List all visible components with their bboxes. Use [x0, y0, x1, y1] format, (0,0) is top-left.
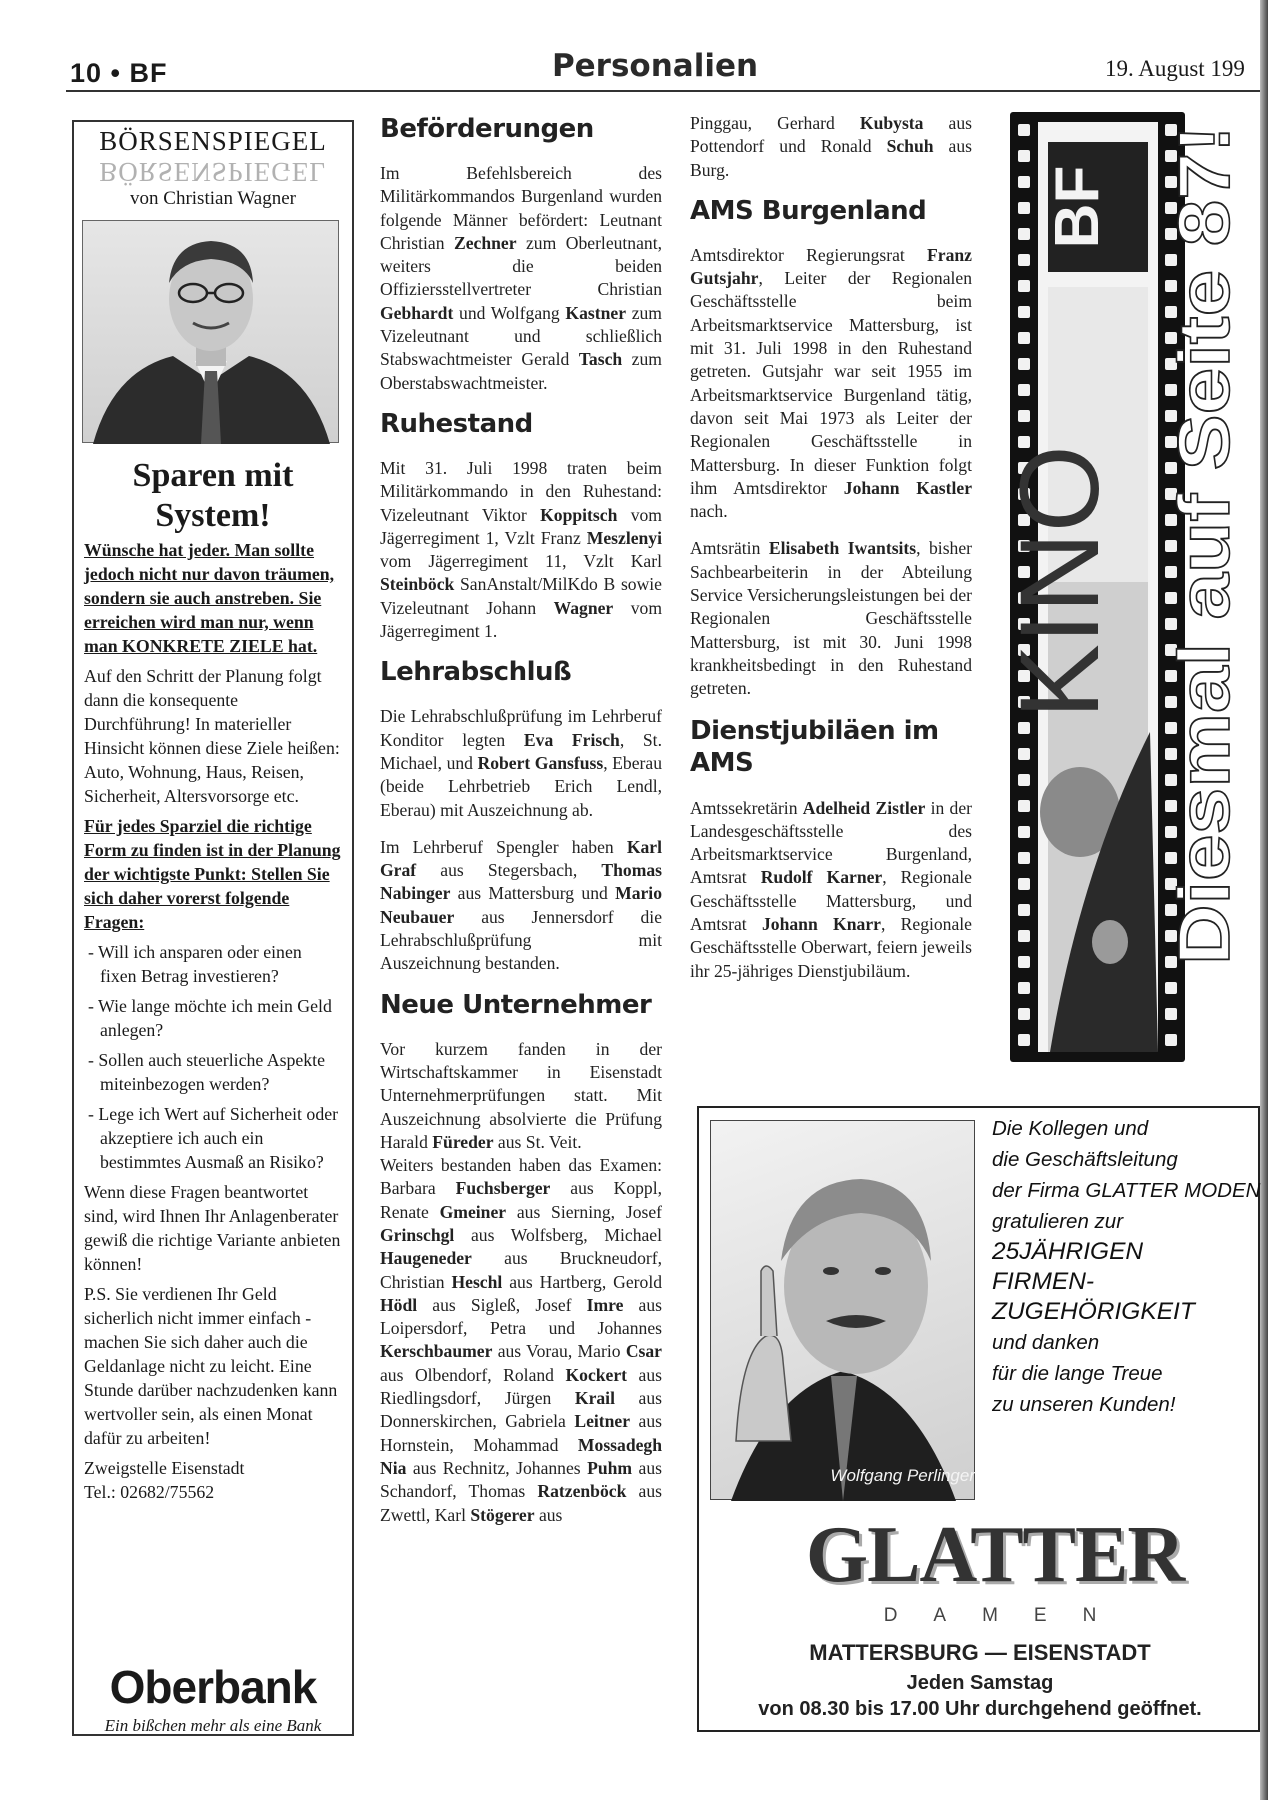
film-sprocket-hole	[1018, 852, 1030, 864]
boersenspiegel-author: von Christian Wagner	[130, 188, 296, 209]
article-paragraph: Mit 31. Juli 1998 traten beim Militärkommando in den Ruhestand: Vizeleutnant Viktor Koppitsch vom Jägerregiment 1, Vzlt Franz Meszlenyi vom Jägerregiment 11, Vzlt Karl Steinböck SanAnstalt/MilKdo B sowie Vizeleutnant Johann Wagner vom Jägerregiment 1.	[380, 457, 663, 642]
article-paragraph: Amtsrätin Elisabeth Iwantsits, bisher Sachbearbeiterin in der Abteilung Service Versicherungsleistungen bei der Regionalen Geschäftsstelle Mattersburg, ist mit 30. Juni 1998 krankheitsbedingt in den Ruhestand getreten.	[690, 538, 973, 699]
branch-name: Zweigstelle Eisenstadt	[84, 1458, 245, 1478]
boersenspiegel-postscript: P.S. Sie verdienen Ihr Geld sicherlich nicht immer einfach - machen Sie sich daher auch die Geldanlage nicht zu leicht. Eine Stunde darüber nachzudenken kann wertvoller sein, als einen Monat dafür zu arbeiten!	[84, 1284, 338, 1448]
kino-logo: BF	[1043, 165, 1112, 249]
employee-photo-caption: Wolfgang Perlinger	[830, 1466, 975, 1485]
boersenspiegel-paragraph: Auf den Schritt der Planung folgt dann die konsequente Durchführung! In materieller Hinsicht können diese Ziele heißen: Auto, Wohnung, Haus, Reisen, Sicherheit, Altersvorsorge etc.	[84, 666, 340, 806]
heading-ruhestand: Ruhestand	[380, 408, 533, 439]
film-sprocket-hole	[1018, 202, 1030, 214]
opening-day: Jeden Samstag	[906, 1672, 1054, 1694]
heading-dienstjubilaeen: Dienstjubiläen im AMS	[690, 715, 939, 778]
article-paragraph: Im Lehrberuf Spengler haben Karl Graf aus Stegersbach, Thomas Nabinger aus Mattersburg und Mario Neubauer aus Jennersdorf die Lehrabschlußprüfung mit Auszeichnung bestanden.	[380, 836, 662, 974]
glatter-logo: GLATTER	[805, 1511, 1185, 1599]
film-sprocket-hole	[1018, 956, 1030, 968]
film-sprocket-hole	[1018, 306, 1030, 318]
article-paragraph: Vor kurzem fanden in der Wirtschaftskammer in Eisenstadt Unternehmerprüfungen statt. Mit Auszeichnung absolvierte die Prüfung Harald Füreder aus St. Veit.	[380, 1038, 662, 1152]
film-sprocket-hole	[1018, 280, 1030, 292]
employee-illustration	[711, 1121, 976, 1501]
film-sprocket-hole	[1018, 748, 1030, 760]
greeting-line: und danken	[992, 1331, 1100, 1354]
section-title: Personalien	[551, 48, 759, 84]
greeting-highlight: FIRMEN-	[992, 1268, 1095, 1295]
film-sprocket-hole	[1018, 930, 1030, 942]
page-number: 10 • BF	[70, 58, 168, 88]
film-sprocket-hole	[1018, 176, 1030, 188]
article-paragraph: Amtsdirektor Regierungsrat Franz Gutsjahr, Leiter der Regionalen Geschäftsstelle beim Arbeitsmarktservice Mattersburg, ist mit 31. Juli 1998 in den Ruhestand getreten. Gutsjahr war seit 1955 im Arbeitsmarktservice Burgenland tätig, davon seit Mai 1973 als Leiter der Regionalen Geschäftsstelle in Mattersburg. In dieser Funktion folgt ihm Amtsdirektor Johann Kastler nach.	[690, 244, 972, 522]
film-sprocket-hole	[1018, 124, 1030, 136]
heading-neue-unternehmer: Neue Unternehmer	[380, 989, 652, 1020]
film-sprocket-hole	[1165, 982, 1177, 994]
film-sprocket-hole	[1018, 228, 1030, 240]
film-sprocket-hole	[1165, 1008, 1177, 1020]
kino-film-strip-ad	[997, 112, 1185, 1062]
boersenspiegel-intro: Wünsche hat jeder. Man sollte jedoch nicht nur davon träumen, sondern sie auch anstreben. Sie erreichen wird man nur, wenn man KONKRETE ZIELE hat.	[84, 540, 335, 656]
portrait-illustration	[83, 221, 340, 444]
greeting-highlight: 25JÄHRIGEN	[992, 1238, 1144, 1265]
greeting-line: zu unseren Kunden!	[992, 1393, 1176, 1416]
boersenspiegel-body	[84, 538, 342, 1504]
store-locations: MATTERSBURG — EISENSTADT	[809, 1640, 1151, 1665]
question-item: - Lege ich Wert auf Sicherheit oder akzeptiere ich auch ein bestimmtes Ausmaß an Risiko?	[88, 1104, 339, 1172]
greeting-line: Die Kollegen und	[992, 1117, 1149, 1140]
film-sprocket-hole	[1018, 1034, 1030, 1046]
film-sprocket-hole	[1018, 384, 1030, 396]
boersenspiegel-title-reflection: BÖRSENSPIEGEL	[99, 157, 327, 187]
question-item: - Wie lange möchte ich mein Geld anlegen?	[88, 996, 332, 1040]
article-column-middle	[380, 114, 662, 1541]
headline-line-2: System!	[155, 497, 271, 534]
boersenspiegel-emphasis: Für jedes Sparziel die richtige Form zu finden ist in der Planung der wichtigste Punkt: Stellen Sie sich daher vorerst folgende Fragen:	[84, 816, 341, 932]
article-paragraph: Im Befehlsbereich des Militärkommandos Burgenland wurden folgende Männer befördert: Leutnant Christian Zechner zum Oberleutnant, weiters die beiden Offiziersstellvertreter Christian Gebhardt und Wolfgang Kastner zum Vizeleutnant und schließlich Stabswachtmeister Gerald Tasch zum Oberstabswachtmeister.	[380, 163, 662, 393]
film-sprocket-hole	[1018, 826, 1030, 838]
glatter-subbrand: DAMEN	[883, 1605, 1133, 1626]
branch-phone: Tel.: 02682/75562	[84, 1482, 215, 1502]
issue-date: 19. August 199	[1105, 56, 1245, 81]
film-sprocket-hole	[1018, 904, 1030, 916]
article-column-right	[690, 112, 972, 997]
article-paragraph: Amtssekretärin Adelheid Zistler in der Landesgeschäftsstelle des Arbeitsmarktservice Burgenland, Amtsrat Rudolf Karner, Regionale Geschäftsstelle Mattersburg, und Amtsrat Johann Knarr, Regionale Geschäftsstelle Oberwart, feiern jeweils ihr 25-jähriges Dienstjubiläum.	[690, 797, 973, 981]
greeting-line: gratulieren zur	[992, 1210, 1124, 1233]
heading-lehrabschluss: Lehrabschluß	[380, 657, 572, 688]
film-sprocket-hole	[1018, 800, 1030, 812]
greeting-line: für die lange Treue	[992, 1362, 1163, 1385]
film-sprocket-hole	[1018, 878, 1030, 890]
kino-side-text-frame	[1165, 120, 1260, 970]
film-sprocket-hole	[1018, 358, 1030, 370]
page-gutter-shadow	[1260, 0, 1268, 1800]
heading-befoerderungen: Beförderungen	[380, 114, 594, 144]
film-sprocket-hole	[1018, 410, 1030, 422]
greeting-line: die Geschäftsleitung	[992, 1148, 1178, 1171]
film-sprocket-hole	[1165, 1034, 1177, 1046]
kino-word: KINO	[997, 445, 1122, 719]
header-rule	[66, 90, 1262, 92]
film-strip-graphic	[997, 112, 1185, 1062]
film-sprocket-hole	[1018, 982, 1030, 994]
heading-ams-burgenland: AMS Burgenland	[690, 195, 927, 226]
oberbank-logo: Oberbank	[109, 1661, 317, 1713]
film-sprocket-hole	[1018, 254, 1030, 266]
greeting-line: der Firma GLATTER MODEN	[992, 1179, 1261, 1202]
film-sprocket-hole	[1018, 332, 1030, 344]
oberbank-slogan: Ein bißchen mehr als eine Bank	[104, 1716, 322, 1735]
boersenspiegel-title: BÖRSENSPIEGEL	[99, 126, 327, 156]
article-paragraph: Weiters bestanden haben das Examen: Barbara Fuchsberger aus Koppl, Renate Gmeiner aus Sierning, Josef Grinschgl aus Wolfsberg, Michael Haugeneder aus Bruckneudorf, Christian Heschl aus Hartberg, Gerold Hödl aus Sigleß, Josef Imre aus Loipersdorf, Petra und Johannes Kerschbaumer aus Vorau, Mario Csar aus Olbendorf, Roland Kockert aus Riedlingsdorf, Jürgen Krail aus Donnerskirchen, Gabriela Leitner aus Hornstein, Mohammad Mossadegh Nia aus Rechnitz, Johannes Puhm aus Schandorf, Thomas Ratzenböck aus Zwettl, Karl Stögerer aus	[380, 1155, 663, 1525]
employee-photo	[710, 1120, 975, 1500]
headline-line-1: Sparen mit	[132, 457, 294, 494]
film-sprocket-hole	[1018, 774, 1030, 786]
article-paragraph: Die Lehrabschlußprüfung im Lehrberuf Konditor legten Eva Frisch, St. Michael, und Robert Gansfuss, Eberau (beide Lehrbetrieb Erich Lendl, Eberau) mit Auszeichnung ab.	[380, 706, 662, 820]
greeting-highlight: ZUGEHÖRIGKEIT	[992, 1298, 1195, 1325]
film-sprocket-hole	[1018, 722, 1030, 734]
glatter-greeting	[992, 1113, 1260, 1420]
opening-hours: von 08.30 bis 17.00 Uhr durchgehend geöffnet.	[758, 1698, 1202, 1720]
film-sprocket-hole	[1018, 1008, 1030, 1020]
author-portrait-photo	[82, 220, 339, 443]
question-item: - Sollen auch steuerliche Aspekte miteinbezogen werden?	[88, 1050, 326, 1094]
boersenspiegel-headline	[82, 456, 344, 536]
kino-side-text: Diesmal auf Seite 87!	[1165, 244, 1245, 965]
boersenspiegel-paragraph: Wenn diese Fragen beantwortet sind, wird Ihnen Ihr Anlagenberater gewiß die richtige Variante anbieten können!	[84, 1182, 341, 1274]
kino-side-text-graphic	[1165, 120, 1260, 970]
question-item: - Will ich ansparen oder einen fixen Betrag investieren?	[88, 942, 302, 986]
film-sprocket-hole	[1018, 150, 1030, 162]
article-paragraph: Pinggau, Gerhard Kubysta aus Pottendorf und Ronald Schuh aus Burg.	[690, 113, 972, 180]
